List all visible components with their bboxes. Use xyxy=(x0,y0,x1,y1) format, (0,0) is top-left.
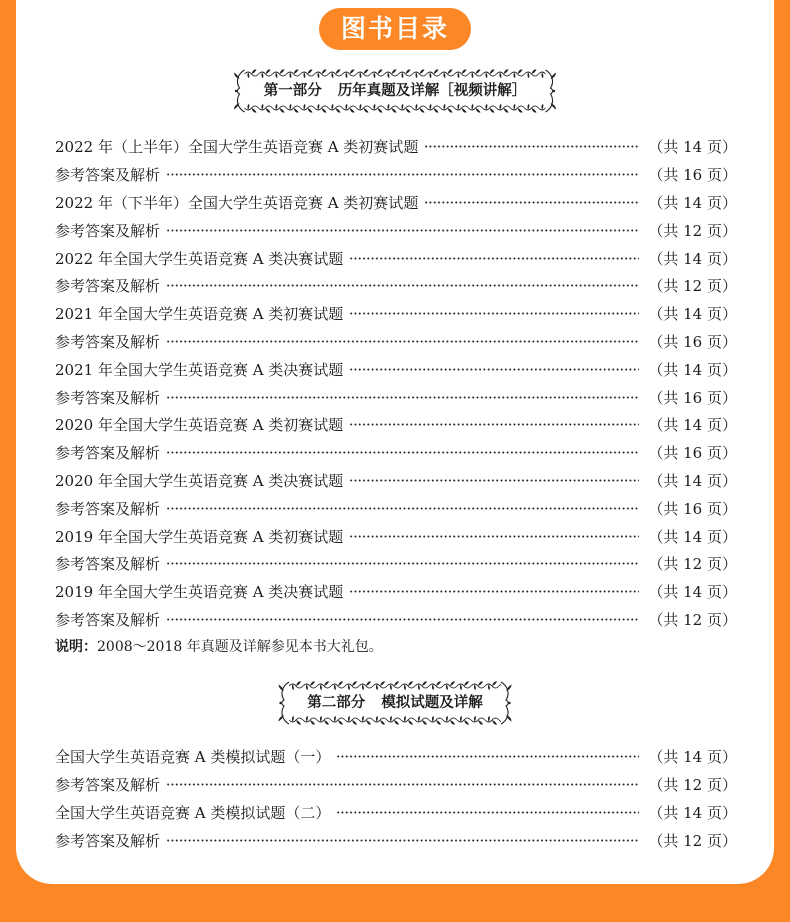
toc-entry xyxy=(55,383,737,411)
section-title: 模拟试题及详解 xyxy=(381,695,483,711)
note xyxy=(55,637,383,657)
toc-entry xyxy=(55,411,737,439)
toc-entry xyxy=(55,244,737,272)
toc-entry xyxy=(55,161,737,189)
dot-leader xyxy=(166,839,639,842)
toc-entry-title: 2021 年全国大学生英语竞赛 A 类决赛试题 xyxy=(55,360,344,379)
dot-leader xyxy=(166,173,639,176)
toc-entry xyxy=(55,328,737,356)
toc-entry-title: 参考答案及解析 xyxy=(55,555,161,574)
dot-leader xyxy=(336,811,639,814)
dot-leader xyxy=(349,257,639,260)
dot-leader xyxy=(349,368,639,371)
toc-title-badge xyxy=(319,8,471,50)
dot-leader xyxy=(349,479,639,482)
toc-entry-pages: （共 16 页） xyxy=(648,388,737,407)
toc-entry-title: 2022 年（上半年）全国大学生英语竞赛 A 类初赛试题 xyxy=(55,138,419,157)
section-part-label: 第一部分 xyxy=(263,83,322,99)
toc-entry xyxy=(55,439,737,467)
toc-entry-pages: （共 14 页） xyxy=(648,583,737,602)
toc-entry xyxy=(55,300,737,328)
toc-entry xyxy=(55,550,737,578)
toc-entry-title: 参考答案及解析 xyxy=(55,166,161,185)
toc-list xyxy=(55,133,737,633)
toc-entry xyxy=(55,494,737,522)
toc-entry-title: 参考答案及解析 xyxy=(55,444,161,463)
dot-leader xyxy=(166,451,639,454)
dot-leader xyxy=(166,396,639,399)
toc-entry-title: 参考答案及解析 xyxy=(55,499,161,518)
toc-entry-pages: （共 14 页） xyxy=(648,416,737,435)
dot-leader xyxy=(166,562,639,565)
toc-entry xyxy=(55,467,737,495)
toc-entry-title: 2020 年全国大学生英语竞赛 A 类决赛试题 xyxy=(55,471,344,490)
toc-entry-title: 2022 年全国大学生英语竞赛 A 类决赛试题 xyxy=(55,249,344,268)
section-title: 历年真题及详解［视频讲解］ xyxy=(337,83,527,99)
toc-entry-pages: （共 16 页） xyxy=(648,499,737,518)
toc-entry-pages: （共 14 页） xyxy=(648,360,737,379)
toc-title: 图书目录 xyxy=(340,14,449,43)
dot-leader xyxy=(166,618,639,621)
toc-entry-pages: （共 14 页） xyxy=(648,193,737,212)
section-heading xyxy=(277,680,513,726)
toc-entry xyxy=(55,522,737,550)
toc-entry xyxy=(55,133,737,161)
note-text: 2008～2018 年真题及详解参见本书大礼包。 xyxy=(97,639,383,655)
dot-leader xyxy=(349,590,639,593)
dot-leader xyxy=(166,783,639,786)
toc-entry-title: 参考答案及解析 xyxy=(55,610,161,629)
toc-entry-pages: （共 16 页） xyxy=(648,332,737,351)
toc-entry xyxy=(55,826,737,854)
dot-leader xyxy=(336,755,639,758)
toc-entry xyxy=(55,743,737,771)
toc-panel xyxy=(16,0,774,884)
toc-entry-title: 2020 年全国大学生英语竞赛 A 类初赛试题 xyxy=(55,416,344,435)
toc-entry-title: 全国大学生英语竞赛 A 类模拟试题（二） xyxy=(55,803,331,822)
toc-entry-pages: （共 12 页） xyxy=(648,776,737,795)
toc-entry xyxy=(55,799,737,827)
toc-entry-pages: （共 16 页） xyxy=(648,444,737,463)
toc-entry-pages: （共 14 页） xyxy=(648,305,737,324)
toc-entry-title: 2019 年全国大学生英语竞赛 A 类决赛试题 xyxy=(55,583,344,602)
toc-entry-pages: （共 16 页） xyxy=(648,166,737,185)
dot-leader xyxy=(349,423,639,426)
toc-entry xyxy=(55,771,737,799)
toc-entry-pages: （共 14 页） xyxy=(648,748,737,767)
toc-entry-pages: （共 14 页） xyxy=(648,249,737,268)
toc-entry xyxy=(55,216,737,244)
dot-leader xyxy=(166,340,639,343)
toc-entry-title: 参考答案及解析 xyxy=(55,221,161,240)
toc-entry-title: 参考答案及解析 xyxy=(55,388,161,407)
toc-entry-pages: （共 14 页） xyxy=(648,527,737,546)
toc-entry-title: 参考答案及解析 xyxy=(55,776,161,795)
toc-entry xyxy=(55,355,737,383)
toc-entry-title: 2021 年全国大学生英语竞赛 A 类初赛试题 xyxy=(55,305,344,324)
toc-entry xyxy=(55,606,737,634)
toc-entry-title: 参考答案及解析 xyxy=(55,277,161,296)
toc-entry-pages: （共 12 页） xyxy=(648,610,737,629)
toc-entry-pages: （共 12 页） xyxy=(648,831,737,850)
toc-list xyxy=(55,743,737,854)
toc-entry-pages: （共 14 页） xyxy=(648,803,737,822)
toc-entry-title: 2019 年全国大学生英语竞赛 A 类初赛试题 xyxy=(55,527,344,546)
toc-entry-title: 参考答案及解析 xyxy=(55,831,161,850)
dot-leader xyxy=(349,312,639,315)
dot-leader xyxy=(424,201,639,204)
section-heading-text xyxy=(233,68,558,114)
section-heading-text xyxy=(277,680,513,726)
toc-entry xyxy=(55,189,737,217)
toc-entry xyxy=(55,272,737,300)
toc-entry-pages: （共 12 页） xyxy=(648,221,737,240)
toc-entry-pages: （共 12 页） xyxy=(648,555,737,574)
dot-leader xyxy=(349,535,639,538)
dot-leader xyxy=(424,145,639,148)
dot-leader xyxy=(166,229,639,232)
toc-entry-pages: （共 14 页） xyxy=(648,471,737,490)
toc-entry-title: 2022 年（下半年）全国大学生英语竞赛 A 类初赛试题 xyxy=(55,193,419,212)
toc-entry-title: 全国大学生英语竞赛 A 类模拟试题（一） xyxy=(55,748,331,767)
toc-entry xyxy=(55,578,737,606)
section-heading xyxy=(233,68,558,114)
toc-entry-pages: （共 14 页） xyxy=(648,138,737,157)
dot-leader xyxy=(166,507,639,510)
section-part-label: 第二部分 xyxy=(307,695,366,711)
note-label: 说明： xyxy=(55,639,97,655)
toc-entry-title: 参考答案及解析 xyxy=(55,332,161,351)
toc-entry-pages: （共 12 页） xyxy=(648,277,737,296)
dot-leader xyxy=(166,284,639,287)
